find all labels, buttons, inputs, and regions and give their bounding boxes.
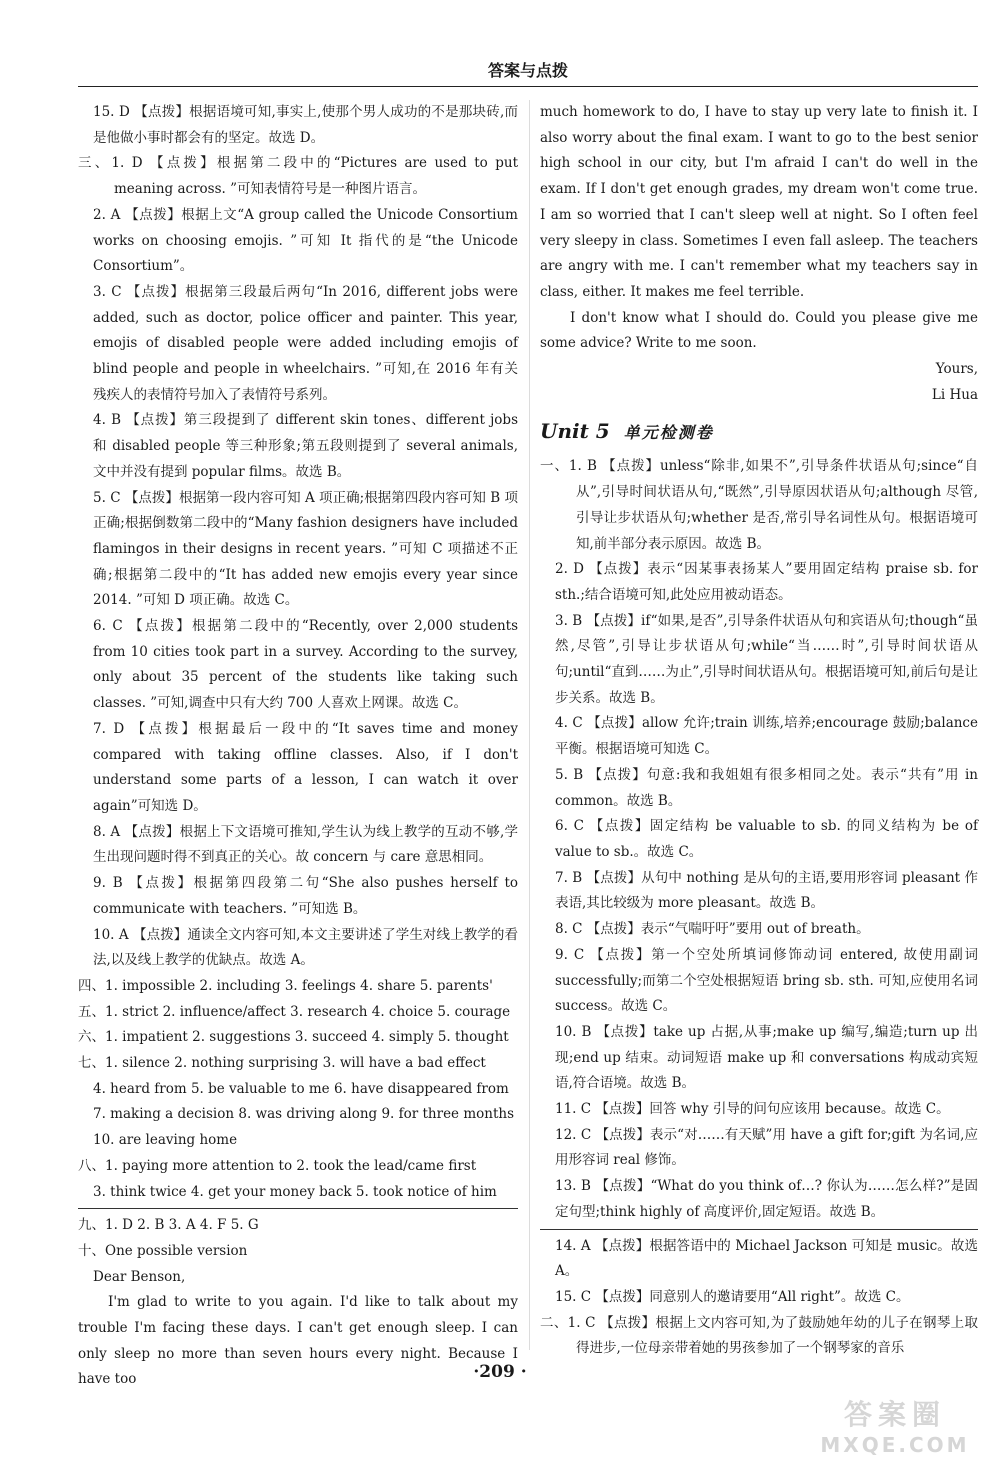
answer-paragraph: 八、1. paying more attention to 2. took the lead/came first (78, 1157, 477, 1174)
answer-paragraph: 15. D 【点拨】根据语境可知,事实上,使那个男人成功的不是那块砖,而是他做小事时都会有的坚定。故选 D。 (93, 104, 518, 146)
answer-paragraph: 4. heard from 5. be valuable to me 6. have disappeared from (93, 1080, 509, 1097)
page-header: 答案与点拨 (78, 58, 978, 87)
section-divider (78, 1208, 518, 1209)
answer-paragraph: 14. A 【点拨】根据答语中的 Michael Jackson 可知是 music。故选 A。 (555, 1237, 978, 1280)
section-divider (540, 1229, 978, 1230)
answer-paragraph: 十、One possible version (78, 1242, 248, 1259)
answer-paragraph: 6. C 【点拨】根据第二段中的“Recently, over 2,000 students from 10 cities took part in a survey. According to the survey, only about 35 percent of the students like taking such classes. ”可知,调查中只有大约 700 人喜欢上网课。故选 C。 (93, 618, 518, 712)
answer-paragraph: 3. think twice 4. get your money back 5. took notice of him (93, 1183, 497, 1200)
watermark-logo (800, 1400, 990, 1466)
answer-paragraph: 10. B 【点拨】take up 占据,从事;make up 编写,编造;turn up 出现;end up 结束。动词短语 make up 和 conversations 构成动宾短语,符合语境。故选 B。 (555, 1023, 978, 1092)
answer-paragraph: 8. C 【点拨】表示“气喘吁吁”要用 out of breath。 (555, 921, 870, 938)
answer-paragraph: 七、1. silence 2. nothing surprising 3. will have a bad effect (78, 1055, 486, 1072)
answer-paragraph: Dear Benson, (93, 1268, 186, 1285)
answer-paragraph: I don't know what I should do. Could you please give me some advice? Write to me soon. (540, 309, 978, 352)
left-column (78, 100, 518, 1393)
answer-paragraph: much homework to do, I have to stay up very late to finish it. I also worry about the final exam. I want to go to the best senior high school in our city, but I'm afraid I can't do well in the exam. If I don't get enough grades, my dream won't come true. I am so worried that I can't sleep well at night. So I often feel very sleepy in class. Sometimes I even fall asleep. The teachers are angry with me. I can't remember what my teachers say in class, either. It makes me feel terrible. (540, 104, 978, 300)
answer-paragraph: 11. C 【点拨】回答 why 引导的问句应该用 because。故选 C。 (555, 1101, 950, 1118)
answer-paragraph: 二、1. C 【点拨】根据上文内容可知,为了鼓励她年幼的儿子在钢琴上取得进步,一位母亲带着她的男孩参加了一个钢琴家的音乐 (540, 1314, 978, 1357)
answer-paragraph: 5. B 【点拨】句意:我和我姐姐有很多相同之处。表示“共有”用 in common。故选 B。 (555, 766, 978, 809)
answer-paragraph: 7. making a decision 8. was driving along 9. for three months (93, 1106, 515, 1123)
answer-paragraph: I'm glad to write to you again. I'd like to talk about my trouble I'm facing these days. I can't get enough sleep. I can only sleep no more than seven hours every night. Because I have too (78, 1294, 518, 1388)
answer-paragraph: 4. C 【点拨】allow 允许;train 训练,培养;encourage 鼓励;balance 平衡。根据语境可知选 C。 (555, 715, 978, 758)
letter-continuation (540, 100, 978, 408)
answer-paragraph: 5. C 【点拨】根据第一段内容可知 A 项正确;根据第四段内容可知 B 项正确;根据倒数第二段中的“Many fashion designers have included flamingos in their designs in recent years. ”可知 C 项描述不正确;根据第二段中的“It has added new emojis every year since 2014. ”可知 D 项正确。故选 C。 (93, 489, 518, 609)
right-column (540, 100, 978, 1362)
watermark-url: MXQE.COM (820, 1433, 970, 1457)
answer-paragraph: 9. C 【点拨】第一个空处所填词修饰动词 entered, 故使用副词 successfully;而第二个空处根据短语 bring sb. sth. 可知,应使用名词 success。故选 C。 (555, 946, 978, 1015)
answer-paragraph: 五、1. strict 2. influence/affect 3. research 4. choice 5. courage (78, 1003, 511, 1020)
answer-paragraph: 7. B 【点拨】从句中 nothing 是从句的主语,要用形容词 pleasant 作表语,其比较级为 more pleasant。故选 B。 (555, 869, 978, 912)
answer-paragraph: 四、1. impossible 2. including 3. feelings 4. share 5. parents' (78, 977, 493, 994)
answer-paragraph: 10. A 【点拨】通读全文内容可知,本文主要讲述了学生对线上教学的看法,以及线上教学的优缺点。故选 A。 (93, 926, 518, 969)
unit-title (540, 416, 978, 448)
answer-paragraph: 8. A 【点拨】根据上下文语境可推知,学生认为线上教学的互动不够,学生出现问题时得不到真正的关心。故 concern 与 care 意思相同。 (93, 823, 518, 866)
answer-paragraph: Yours, (935, 361, 978, 378)
answer-paragraph: 4. B 【点拨】第三段提到了 different skin tones、different jobs 和 disabled people 等三种形象;第五段则提到了 several animals, 文中并没有提到 popular films。故选 B。 (93, 412, 518, 480)
column-divider (529, 100, 530, 1350)
answer-paragraph: 12. C 【点拨】表示“对……有天赋”用 have a gift for;gift 为名词,应用形容词 real 修饰。 (555, 1126, 978, 1169)
answer-paragraph: 3. C 【点拨】根据第三段最后两句“In 2016, different jobs were added, such as doctor, police officer and painter. This year, emojis of disabled people were added including emojis of blind people and people in wheelchairs. ”可知,在 2016 年有关残疾人的表情符号加入了表情符号系列。 (93, 283, 518, 403)
unit-answers (540, 454, 978, 1362)
answer-paragraph: 15. C 【点拨】同意别人的邀请要用“All right”。故选 C。 (555, 1288, 910, 1305)
answer-paragraph: 九、1. D 2. B 3. A 4. F 5. G (78, 1217, 259, 1234)
unit-name: Unit 5 (540, 419, 610, 444)
answer-paragraph: 10. are leaving home (93, 1132, 238, 1149)
answer-paragraph: 三、1. D 【点拨】根据第二段中的“Pictures are used to put meaning across. ”可知表情符号是一种图片语言。 (78, 155, 518, 198)
answer-paragraph: 六、1. impatient 2. suggestions 3. succeed 4. simply 5. thought (78, 1029, 509, 1046)
watermark-text: 答案圈 (843, 1398, 946, 1431)
answer-paragraph: 7. D 【点拨】根据最后一段中的“It saves time and money compared with taking offline classes. Also, if I don't understand some parts of a lesson, I can watch it over again”可知选 D。 (93, 720, 518, 814)
answer-paragraph: 2. D 【点拨】表示“因某事表扬某人”要用固定结构 praise sb. for sth.;结合语境可知,此处应用被动语态。 (555, 561, 978, 603)
answer-paragraph: Li Hua (931, 386, 978, 403)
answer-paragraph: 13. B 【点拨】“What do you think of…? 你认为……怎么样?”是固定句型;think highly of 高度评价,固定短语。故选 B。 (555, 1178, 978, 1220)
answer-paragraph: 6. C 【点拨】固定结构 be valuable to sb. 的同义结构为 be of value to sb.。故选 C。 (555, 818, 978, 860)
unit-subtitle: 单元检测卷 (623, 423, 714, 443)
page-number: ·209 · (473, 1362, 527, 1382)
answer-paragraph: 9. B 【点拨】根据第四段第二句“She also pushes herself to communicate with teachers. ”可知选 B。 (93, 875, 518, 917)
answer-paragraph: 3. B 【点拨】if“如果,是否”,引导条件状语从句和宾语从句;though“虽然,尽管”,引导让步状语从句;while“当……时”,引导时间状语从句;until“直到……为止”,引导时间状语从句。根据语境可知,前后句是让步关系。故选 B。 (555, 612, 978, 706)
answer-paragraph: 一、1. B 【点拨】unless“除非,如果不”,引导条件状语从句;since“自从”,引导时间状语从句,“既然”,引导原因状语从句;although 尽管,引导让步状语从句;whether 是否,常引导名词性从句。根据语境可知,前半部分表示原因。故选 B。 (540, 458, 978, 552)
answer-paragraph: 2. A 【点拨】根据上文“A group called the Unicode Consortium works on choosing emojis. ”可知 It 指代的是“the Unicode Consortium”。 (93, 206, 518, 275)
